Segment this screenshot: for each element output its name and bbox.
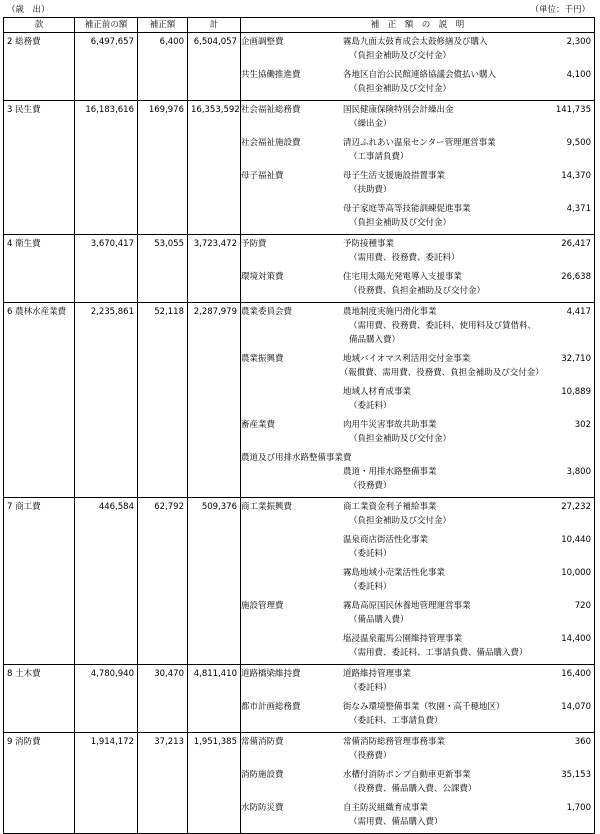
detail-line <box>241 667 591 681</box>
detail-amount <box>539 613 591 627</box>
detail-description: （負担金補助及び交付金） <box>349 218 452 228</box>
detail-item-name: 農道及び用排水路整備事業費 <box>241 453 352 463</box>
before-amount-text: 2,235,861 <box>90 307 134 317</box>
kan-cell <box>4 101 75 235</box>
detail-item-name <box>241 117 343 131</box>
detail-item-name <box>241 202 343 216</box>
detail-amount <box>539 580 591 594</box>
detail-item-name <box>241 251 343 265</box>
detail-description: （役務費、備品購入費、公課費） <box>349 784 477 794</box>
detail-amount <box>539 82 591 96</box>
kan-text: 7 商工費 <box>7 502 41 512</box>
detail-description: （需用費、役務費、委託料） <box>349 253 460 263</box>
detail-description: 街なみ環境整備事業（牧園・高千穂地区） <box>343 702 505 712</box>
detail-description: 備品購入費） <box>349 335 401 345</box>
detail-description: （負担金補助及び交付金） <box>349 84 452 94</box>
total-amount-text: 3,723,472 <box>193 239 237 249</box>
table-row <box>4 665 595 733</box>
explanation-cell <box>241 33 595 101</box>
detail-description: 各地区自治公民館連絡協議会償払い購入 <box>343 70 497 80</box>
detail-line <box>241 333 591 347</box>
table-row <box>4 733 595 834</box>
before-amount-cell <box>75 33 138 101</box>
detail-description: 農道・用排水路整備事業 <box>343 467 437 477</box>
detail-description: （需用費、役務費、委託料、使用料及び賃借料、 <box>349 321 537 331</box>
kan-text: 8 土木費 <box>7 669 41 679</box>
detail-item-name <box>241 82 343 96</box>
detail-line <box>241 35 591 49</box>
explanation-cell <box>241 235 595 303</box>
total-amount-cell <box>188 33 241 101</box>
detail-amount: 4,100 <box>566 70 591 80</box>
detail-line <box>241 599 591 613</box>
detail-amount <box>539 399 591 413</box>
total-amount-cell <box>188 498 241 665</box>
total-amount-text: 4,811,410 <box>193 669 237 679</box>
detail-amount <box>539 646 591 660</box>
table-row <box>4 235 595 303</box>
detail-description: （役務費、負担金補助及び交付金） <box>349 286 486 296</box>
kan-cell <box>4 235 75 303</box>
detail-line <box>241 68 591 82</box>
table-row <box>4 498 595 665</box>
detail-amount <box>539 216 591 230</box>
detail-line <box>241 216 591 230</box>
detail-line <box>241 251 591 265</box>
detail-item-name: 社会福祉施設費 <box>241 138 301 148</box>
detail-description: 母子生活支援施設措置事業 <box>343 171 446 181</box>
before-amount-text: 4,780,940 <box>90 669 134 679</box>
explanation-list <box>241 33 594 100</box>
detail-amount: 302 <box>574 420 591 430</box>
detail-amount: 14,070 <box>561 702 591 712</box>
detail-item-name <box>241 216 343 230</box>
detail-line <box>241 533 591 547</box>
correction-amount-cell <box>138 498 188 665</box>
detail-item-name: 常備消防費 <box>241 737 284 747</box>
detail-line <box>241 183 591 197</box>
detail-description: （委託料） <box>349 582 392 592</box>
detail-line <box>241 566 591 580</box>
detail-item-name <box>241 613 343 627</box>
total-amount-cell <box>188 665 241 733</box>
correction-amount-cell <box>138 303 188 498</box>
correction-amount-text: 30,470 <box>154 669 184 679</box>
before-amount-text: 6,497,657 <box>90 37 134 47</box>
detail-item-name <box>241 714 343 728</box>
detail-amount: 3,800 <box>566 467 591 477</box>
correction-amount-text: 52,118 <box>154 307 184 317</box>
detail-line <box>241 580 591 594</box>
detail-item-name <box>241 514 343 528</box>
explanation-list <box>241 733 594 833</box>
detail-item-name: 水防防災費 <box>241 803 284 813</box>
detail-amount <box>539 749 591 763</box>
detail-amount <box>539 782 591 796</box>
detail-amount <box>539 117 591 131</box>
detail-line <box>241 305 591 319</box>
correction-amount-cell <box>138 235 188 303</box>
detail-item-name: 商工業振興費 <box>241 502 293 512</box>
detail-line <box>241 432 591 446</box>
detail-amount: 32,710 <box>561 354 591 364</box>
detail-line <box>241 82 591 96</box>
detail-item-name <box>241 815 343 829</box>
detail-amount <box>539 150 591 164</box>
explanation-cell <box>241 665 595 733</box>
detail-description: 水槽付消防ポンプ自動車更新事業 <box>343 770 471 780</box>
detail-description: （需用費、委託料、工事請負費、備品購入費） <box>349 648 528 658</box>
detail-description: （繰出金） <box>349 119 392 129</box>
detail-item-name: 畜産業費 <box>241 420 276 430</box>
detail-description: 道路維持管理事業 <box>343 669 412 679</box>
detail-item-name <box>241 533 343 547</box>
detail-amount: 26,638 <box>561 272 591 282</box>
detail-item-name <box>241 749 343 763</box>
explanation-list <box>241 235 594 302</box>
detail-line <box>241 500 591 514</box>
detail-description: 塩浸温泉龍馬公園維持管理事業 <box>343 634 463 644</box>
before-amount-cell <box>75 303 138 498</box>
detail-description: （工事請負費） <box>349 152 409 162</box>
detail-item-name: 農業振興費 <box>241 354 284 364</box>
detail-item-name <box>241 566 343 580</box>
detail-item-name <box>241 465 343 479</box>
detail-description: 肉用牛災害事故共助事業 <box>343 420 437 430</box>
detail-description: （負担金補助及び交付金） <box>349 51 452 61</box>
detail-amount: 4,417 <box>566 307 591 317</box>
detail-description: 霧島地域小売業活性化事業 <box>343 568 446 578</box>
detail-line <box>241 479 591 493</box>
detail-amount <box>544 366 591 380</box>
detail-description: （需用費、備品購入費） <box>349 817 443 827</box>
detail-item-name: 道路橋梁維持費 <box>241 669 301 679</box>
detail-line <box>241 815 591 829</box>
before-amount-cell <box>75 665 138 733</box>
total-amount-cell <box>188 235 241 303</box>
detail-item-name <box>241 319 343 333</box>
detail-description: 清辺ふれあい温泉センター管理運営事業 <box>343 138 496 148</box>
correction-amount-text: 6,400 <box>159 37 184 47</box>
detail-line <box>241 801 591 815</box>
kan-cell <box>4 665 75 733</box>
detail-description: （役務費） <box>349 751 392 761</box>
detail-item-name <box>241 399 343 413</box>
kan-text: 3 民生費 <box>7 105 41 115</box>
detail-amount <box>539 815 591 829</box>
detail-description: 住宅用太陽光発電導入支援事業 <box>343 272 463 282</box>
table-row <box>4 303 595 498</box>
detail-line <box>241 465 591 479</box>
detail-line <box>241 202 591 216</box>
detail-item-name: 消防施設費 <box>241 770 284 780</box>
detail-amount: 1,700 <box>566 803 591 813</box>
detail-line <box>241 749 591 763</box>
detail-item-name <box>241 385 343 399</box>
before-amount-cell <box>75 235 138 303</box>
explanation-list <box>241 303 594 497</box>
total-amount-text: 6,504,057 <box>193 37 237 47</box>
detail-description: （備品購入費） <box>349 615 409 625</box>
detail-item-name <box>241 646 343 660</box>
detail-item-name: 環境対策費 <box>241 272 284 282</box>
detail-amount <box>539 251 591 265</box>
total-amount-text: 16,353,592 <box>191 105 240 115</box>
detail-description: （扶助費） <box>349 185 392 195</box>
detail-line <box>241 418 591 432</box>
detail-line <box>241 270 591 284</box>
detail-description: 国民健康保険特別会計繰出金 <box>343 105 454 115</box>
kan-cell <box>4 733 75 834</box>
section-label: （歳 出） <box>7 5 50 15</box>
detail-line <box>241 768 591 782</box>
detail-amount <box>539 284 591 298</box>
kan-text: 9 消防費 <box>7 737 41 747</box>
detail-item-name <box>241 547 343 561</box>
detail-description: 母子家庭等高等技能訓練促進事業 <box>343 204 471 214</box>
explanation-cell <box>241 101 595 235</box>
detail-amount <box>539 49 591 63</box>
detail-line <box>241 646 591 660</box>
detail-line <box>241 136 591 150</box>
detail-amount: 141,735 <box>555 105 591 115</box>
detail-line <box>241 169 591 183</box>
detail-amount <box>539 451 591 465</box>
before-amount-text: 1,914,172 <box>90 737 134 747</box>
detail-item-name <box>241 284 343 298</box>
detail-description: （負担金補助及び交付金） <box>349 516 452 526</box>
explanation-cell <box>241 303 595 498</box>
correction-amount-cell <box>138 101 188 235</box>
detail-description: 地域人材育成事業 <box>343 387 412 397</box>
correction-amount-cell <box>138 33 188 101</box>
detail-item-name <box>241 632 343 646</box>
detail-line <box>241 284 591 298</box>
detail-description: （委託料） <box>349 401 392 411</box>
explanation-list <box>241 498 594 664</box>
total-amount-cell <box>188 303 241 498</box>
detail-amount: 14,400 <box>561 634 591 644</box>
detail-amount: 26,417 <box>561 239 591 249</box>
kan-cell <box>4 33 75 101</box>
column-header-amount: 補正額 <box>138 18 188 33</box>
detail-description: 霧島高原国民休養地管理運営事業 <box>343 601 471 611</box>
detail-item-name <box>241 150 343 164</box>
detail-description: 地域バイオマス利活用交付金事業 <box>343 354 471 364</box>
detail-amount <box>539 547 591 561</box>
detail-amount: 16,400 <box>561 669 591 679</box>
explanation-list <box>241 101 594 234</box>
detail-line <box>241 385 591 399</box>
detail-line <box>241 103 591 117</box>
detail-item-name: 母子福祉費 <box>241 171 284 181</box>
detail-item-name <box>241 183 343 197</box>
detail-amount: 14,370 <box>561 171 591 181</box>
detail-line <box>241 714 591 728</box>
detail-description: 霧島九面太鼓育成会太鼓修繕及び購入 <box>343 37 488 47</box>
detail-item-name <box>241 49 343 63</box>
detail-amount <box>539 333 591 347</box>
detail-amount: 360 <box>574 737 591 747</box>
detail-amount <box>539 319 591 333</box>
detail-description: （役務費） <box>349 481 392 491</box>
detail-line <box>241 613 591 627</box>
table-body <box>4 33 595 834</box>
detail-line <box>241 237 591 251</box>
detail-line <box>241 352 591 366</box>
detail-line <box>241 735 591 749</box>
correction-amount-cell <box>138 665 188 733</box>
before-amount-text: 3,670,417 <box>90 239 134 249</box>
before-amount-cell <box>75 101 138 235</box>
detail-item-name <box>241 479 343 493</box>
before-amount-cell <box>75 498 138 665</box>
detail-item-name: 都市計画総務費 <box>241 702 301 712</box>
detail-item-name: 社会福祉総務費 <box>241 105 301 115</box>
detail-amount <box>539 514 591 528</box>
detail-item-name: 共生協働推進費 <box>241 70 301 80</box>
unit-label: （単位：千円） <box>530 5 590 15</box>
total-amount-cell <box>188 733 241 834</box>
detail-description <box>343 451 539 465</box>
correction-amount-cell <box>138 733 188 834</box>
detail-description: 自主防災組織育成事業 <box>343 803 429 813</box>
detail-item-name <box>241 333 343 347</box>
detail-description: 農地制度実施円滑化事業 <box>343 307 437 317</box>
before-amount-cell <box>75 733 138 834</box>
detail-amount <box>539 479 591 493</box>
detail-description: 予防接種事業 <box>343 239 395 249</box>
detail-item-name <box>241 580 343 594</box>
detail-line <box>241 632 591 646</box>
detail-description: （負担金補助及び交付金） <box>349 434 452 444</box>
detail-amount: 720 <box>574 601 591 611</box>
detail-amount: 10,440 <box>561 535 591 545</box>
detail-amount <box>539 432 591 446</box>
table-row <box>4 101 595 235</box>
before-amount-text: 446,584 <box>98 502 134 512</box>
detail-amount <box>539 714 591 728</box>
kan-text: 2 総務費 <box>7 37 41 47</box>
detail-description: 温泉商店街活性化事業 <box>343 535 429 545</box>
detail-line <box>241 547 591 561</box>
table-header-row <box>4 18 595 33</box>
budget-table <box>3 17 595 834</box>
total-amount-text: 2,287,979 <box>193 307 237 317</box>
column-header-explanation: 補 正 額 の 説 明 <box>241 18 595 33</box>
detail-line <box>241 451 591 465</box>
detail-line <box>241 117 591 131</box>
explanation-cell <box>241 498 595 665</box>
correction-amount-text: 53,055 <box>154 239 184 249</box>
detail-amount <box>539 681 591 695</box>
detail-item-name <box>241 432 343 446</box>
correction-amount-text: 62,792 <box>154 502 184 512</box>
total-amount-cell <box>188 101 241 235</box>
kan-text: 6 農林水産業費 <box>7 307 67 317</box>
detail-amount: 10,889 <box>561 387 591 397</box>
detail-description: （委託料、工事請負費） <box>349 716 443 726</box>
detail-line <box>241 366 591 380</box>
detail-line <box>241 681 591 695</box>
detail-amount: 27,232 <box>561 502 591 512</box>
detail-amount: 4,371 <box>566 204 591 214</box>
detail-description: 商工業資金利子補給事業 <box>343 502 437 512</box>
detail-amount: 2,300 <box>566 37 591 47</box>
detail-item-name <box>241 681 343 695</box>
detail-line <box>241 700 591 714</box>
detail-item-name: 企画調整費 <box>241 37 284 47</box>
detail-amount: 35,153 <box>561 770 591 780</box>
detail-amount <box>539 183 591 197</box>
detail-description: （委託料） <box>349 683 392 693</box>
before-amount-text: 16,183,616 <box>85 105 134 115</box>
column-header-total: 計 <box>188 18 241 33</box>
detail-item-name: 農業委員会費 <box>241 307 293 317</box>
column-header-before: 補正前の額 <box>75 18 138 33</box>
detail-item-name: 予防費 <box>241 239 267 249</box>
correction-amount-text: 169,976 <box>148 105 184 115</box>
detail-amount: 9,500 <box>566 138 591 148</box>
column-header-kan: 款 <box>4 18 75 33</box>
total-amount-text: 1,951,385 <box>193 737 237 747</box>
kan-cell <box>4 498 75 665</box>
kan-cell <box>4 303 75 498</box>
detail-amount: 10,000 <box>561 568 591 578</box>
detail-line <box>241 319 591 333</box>
table-row <box>4 33 595 101</box>
detail-item-name <box>241 366 334 380</box>
detail-line <box>241 782 591 796</box>
explanation-cell <box>241 733 595 834</box>
detail-line <box>241 49 591 63</box>
correction-amount-text: 37,213 <box>154 737 184 747</box>
detail-item-name: 施設管理費 <box>241 601 284 611</box>
explanation-list <box>241 665 594 732</box>
detail-line <box>241 150 591 164</box>
total-amount-text: 509,376 <box>201 502 237 512</box>
detail-line <box>241 514 591 528</box>
detail-description: （委託料） <box>349 549 392 559</box>
detail-description: 常備消防総務管理事務事業 <box>343 737 446 747</box>
detail-description: （報償費、需用費、役務費、負担金補助及び交付金） <box>339 368 544 378</box>
detail-line <box>241 399 591 413</box>
kan-text: 4 衛生費 <box>7 239 41 249</box>
detail-item-name <box>241 782 343 796</box>
